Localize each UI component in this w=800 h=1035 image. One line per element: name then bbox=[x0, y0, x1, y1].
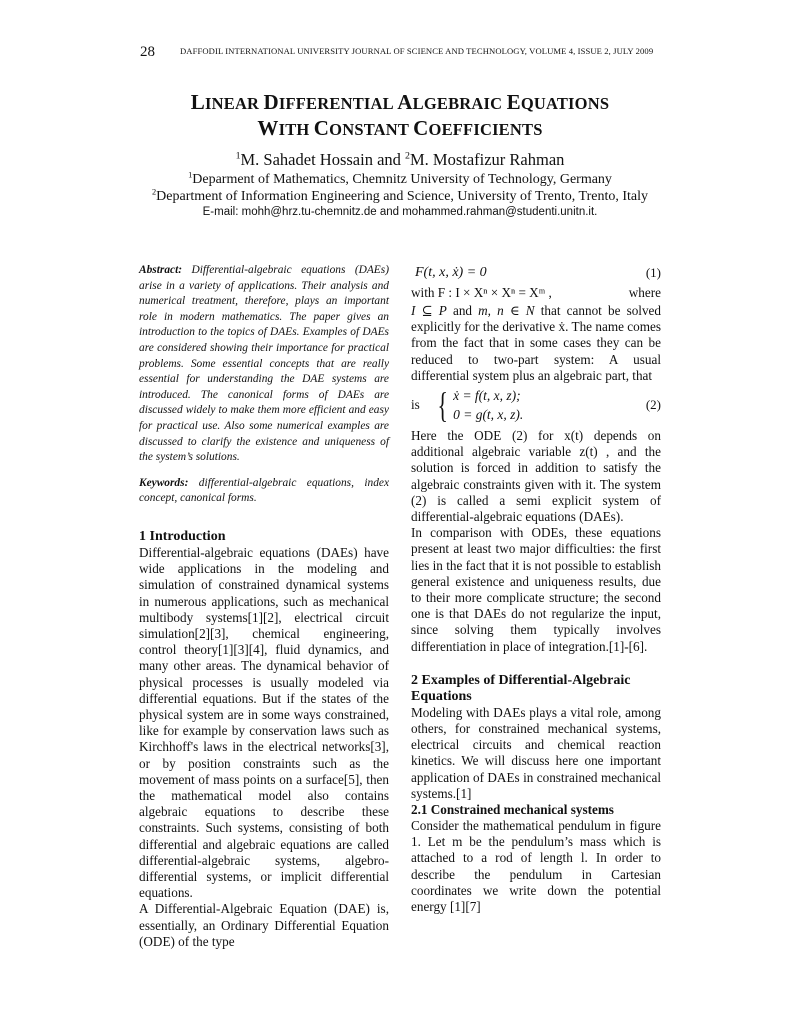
section-2-paragraph: Modeling with DAEs plays a vital role, among others, for constrained mechanical systems, electrical circuits and chemical reaction kinetics. We will discuss here one important application of DAEs in constrained mechanical systems.[1] bbox=[411, 704, 661, 801]
right-column bbox=[411, 263, 661, 915]
subsection-2-1-paragraph: Consider the mathematical pendulum in figure 1. Let m be the pendulum’s mass which is attached to a rod of length l. In order to describe the pendulum in Cartesian coordinates we write down the potential energy [1][7] bbox=[411, 818, 661, 915]
equation-2: is { ẋ = f(t, x, z); 0 = g(t, x, z). (2) bbox=[411, 385, 661, 426]
abstract-label: Abstract: bbox=[139, 264, 183, 276]
abstract: Abstract: Differential-algebraic equations (DAEs) arise in a variety of applications. Their analysis and numerical treatment, therefore, plays an important role in modern mathematics. The paper gives an introduction to the topics of DAEs. Examples of DAEs are considered showing their importance for practical problems. Some essential concepts that are really essential for understanding the DAE systems are introduced. The canonical forms of DAEs are discussed widely to make them more efficient and easy for practical use. Also some numerical examples are discussed to clarify the existence and uniqueness of the system’s solutions. bbox=[139, 264, 389, 464]
affiliation-2: $^2$Department of Information Engineering and Science, University of Trento, Trento, Italy bbox=[151, 187, 649, 204]
affiliation-1: $^1$Deparment of Mathematics, Chemnitz University of Technology, Germany bbox=[188, 170, 612, 187]
comparison-paragraph: In comparison with ODEs, these equations present at least two major difficulties: the first lies in the fact that it is not possible to establish general existence and uniqueness results, due to their more complicate structure; the second one is that DAEs do not regularize the input, since solving them typically involves differentiation in place of integration.[1]-[6]. bbox=[411, 525, 661, 654]
equation-1-description: I ⊆ P and m, n ∈ N that cannot be solved explicitly for the derivative ẋ. The name comes from the fact that in some cases they can be reduced to two-part system: A usual differential system plus an algebraic part, that bbox=[411, 303, 661, 383]
keywords: Keywords: differential-algebraic equations, index concept, canonical forms. bbox=[139, 476, 389, 505]
paper-title-line-1: LINEAR DIFFERENTIAL ALGEBRAIC EQUATIONS bbox=[190, 90, 610, 114]
section-1-heading: 1 Introduction bbox=[139, 528, 226, 544]
running-header: DAFFODIL INTERNATIONAL UNIVERSITY JOURNAL OF SCIENCE AND TECHNOLOGY, VOLUME 4, ISSUE 2, JULY 2009 bbox=[180, 46, 654, 56]
authors: $^1$M. Sahadet Hossain and $^2$M. Mostafizur Rahman bbox=[235, 150, 565, 169]
paper-title-line-2: WITH CONSTANT COEFFICIENTS bbox=[257, 116, 543, 140]
keywords-label: Keywords: bbox=[139, 476, 189, 489]
section-1-paragraph-2: A Differential-Algebraic Equation (DAE) is, essentially, an Ordinary Differential Equation (ODE) of the type bbox=[139, 901, 389, 949]
equation-1-domain: with F : I × Xⁿ × Xⁿ = Xᵐ , where bbox=[411, 285, 661, 300]
ode-paragraph: Here the ODE (2) for x(t) depends on additional algebraic variable z(t) , and the solution is forced in addition to satisfy the algebraic constraints given with it. The system (2) is called a semi explicit system of differential-algebraic equations (DAEs). bbox=[411, 428, 661, 525]
page-number: 28 bbox=[140, 44, 155, 60]
section-1-paragraph-1: Differential-algebraic equations (DAEs) have wide applications in the modeling and simulation of constrained dynamical systems in numerous applications, such as mechanical multibody systems[1][2], electrical circuit simulation[2][3], chemical engineering, control theory[1][3][4], fluid dynamics, and many other areas. The dynamical behavior of physical processes is usually modeled via differential equations. But if the states of the physical system are in some ways constrained, like for example by conservation laws such as Kirchhoff's laws in the electrical networks[3], or by position constraints such as the movement of mass points on a surface[5], then the mathematical model also contains algebraic equations to describe these constraints. Such systems, consisting of both differential and algebraic equations are called differential-algebraic systems, algebro-differential systems, or implicit differential equations. bbox=[139, 544, 389, 901]
author-email: E-mail: mohh@hrz.tu-chemnitz.de and mohammed.rahman@studenti.unitn.it. bbox=[202, 206, 598, 218]
subsection-2-1-heading: 2.1 Constrained mechanical systems bbox=[411, 802, 614, 818]
equation-1: F(t, x, ẋ) = 0 (1) bbox=[415, 265, 661, 280]
section-2-heading: 2 Examples of Differential-Algebraic Equations bbox=[411, 672, 631, 704]
left-column bbox=[139, 263, 389, 950]
